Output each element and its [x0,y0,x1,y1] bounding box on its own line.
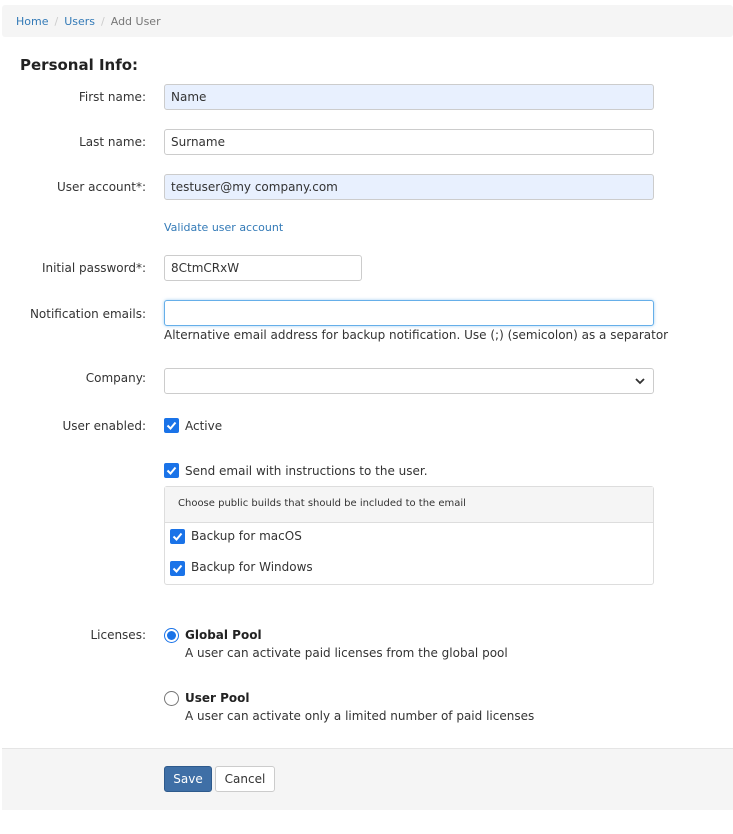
initial-password-label: Initial password*: [41,261,146,275]
global-pool-description: A user can activate paid licenses from the global pool [185,646,508,660]
user-pool-description: A user can activate only a limited number of paid licenses [185,709,535,723]
save-button[interactable]: Save [164,766,212,792]
global-pool-title: Global Pool [185,628,262,642]
last-name-label: Last name: [79,135,146,149]
user-pool-radio[interactable] [164,691,179,706]
chevron-down-icon [633,372,647,390]
public-builds-panel-heading: Choose public builds that should be included to the email [165,487,653,523]
validate-user-account-link[interactable]: Validate user account [164,221,284,234]
check-icon [172,563,183,574]
check-icon [166,465,177,476]
last-name-input[interactable] [164,129,654,155]
user-pool-title: User Pool [185,691,250,705]
active-checkbox[interactable] [164,418,179,433]
company-select[interactable] [164,368,654,394]
breadcrumb [2,5,733,37]
breadcrumb-current: Add User [110,15,161,28]
global-pool-radio[interactable] [164,628,179,643]
user-account-input[interactable] [164,174,654,200]
initial-password-input[interactable] [164,255,362,281]
licenses-label: Licenses: [90,628,146,642]
breadcrumb-separator: / [54,15,59,28]
breadcrumb-users-link[interactable]: Users [64,15,96,28]
notification-emails-label: Notification emails: [29,307,146,321]
backup-macos-label: Backup for macOS [191,529,302,543]
breadcrumb-home-link[interactable]: Home [16,15,49,28]
first-name-label: First name: [78,90,146,104]
backup-macos-checkbox[interactable] [170,529,185,544]
notification-emails-input[interactable] [164,300,654,326]
cancel-button[interactable]: Cancel [215,766,275,792]
breadcrumb-separator: / [101,15,105,28]
backup-windows-label: Backup for Windows [191,560,313,574]
company-label: Company: [85,371,146,385]
send-email-checkbox-label: Send email with instructions to the user. [185,464,428,478]
user-account-label: User account*: [56,180,146,194]
section-title: Personal Info: [20,56,139,74]
user-enabled-label: User enabled: [62,419,146,433]
first-name-input[interactable] [164,84,654,110]
check-icon [166,420,177,431]
send-email-checkbox[interactable] [164,463,179,478]
backup-windows-checkbox[interactable] [170,561,185,576]
check-icon [172,531,183,542]
form-footer [2,748,733,810]
active-checkbox-label: Active [185,419,223,433]
notification-emails-help: Alternative email address for backup notification. Use (;) (semicolon) as a separator [164,328,669,342]
